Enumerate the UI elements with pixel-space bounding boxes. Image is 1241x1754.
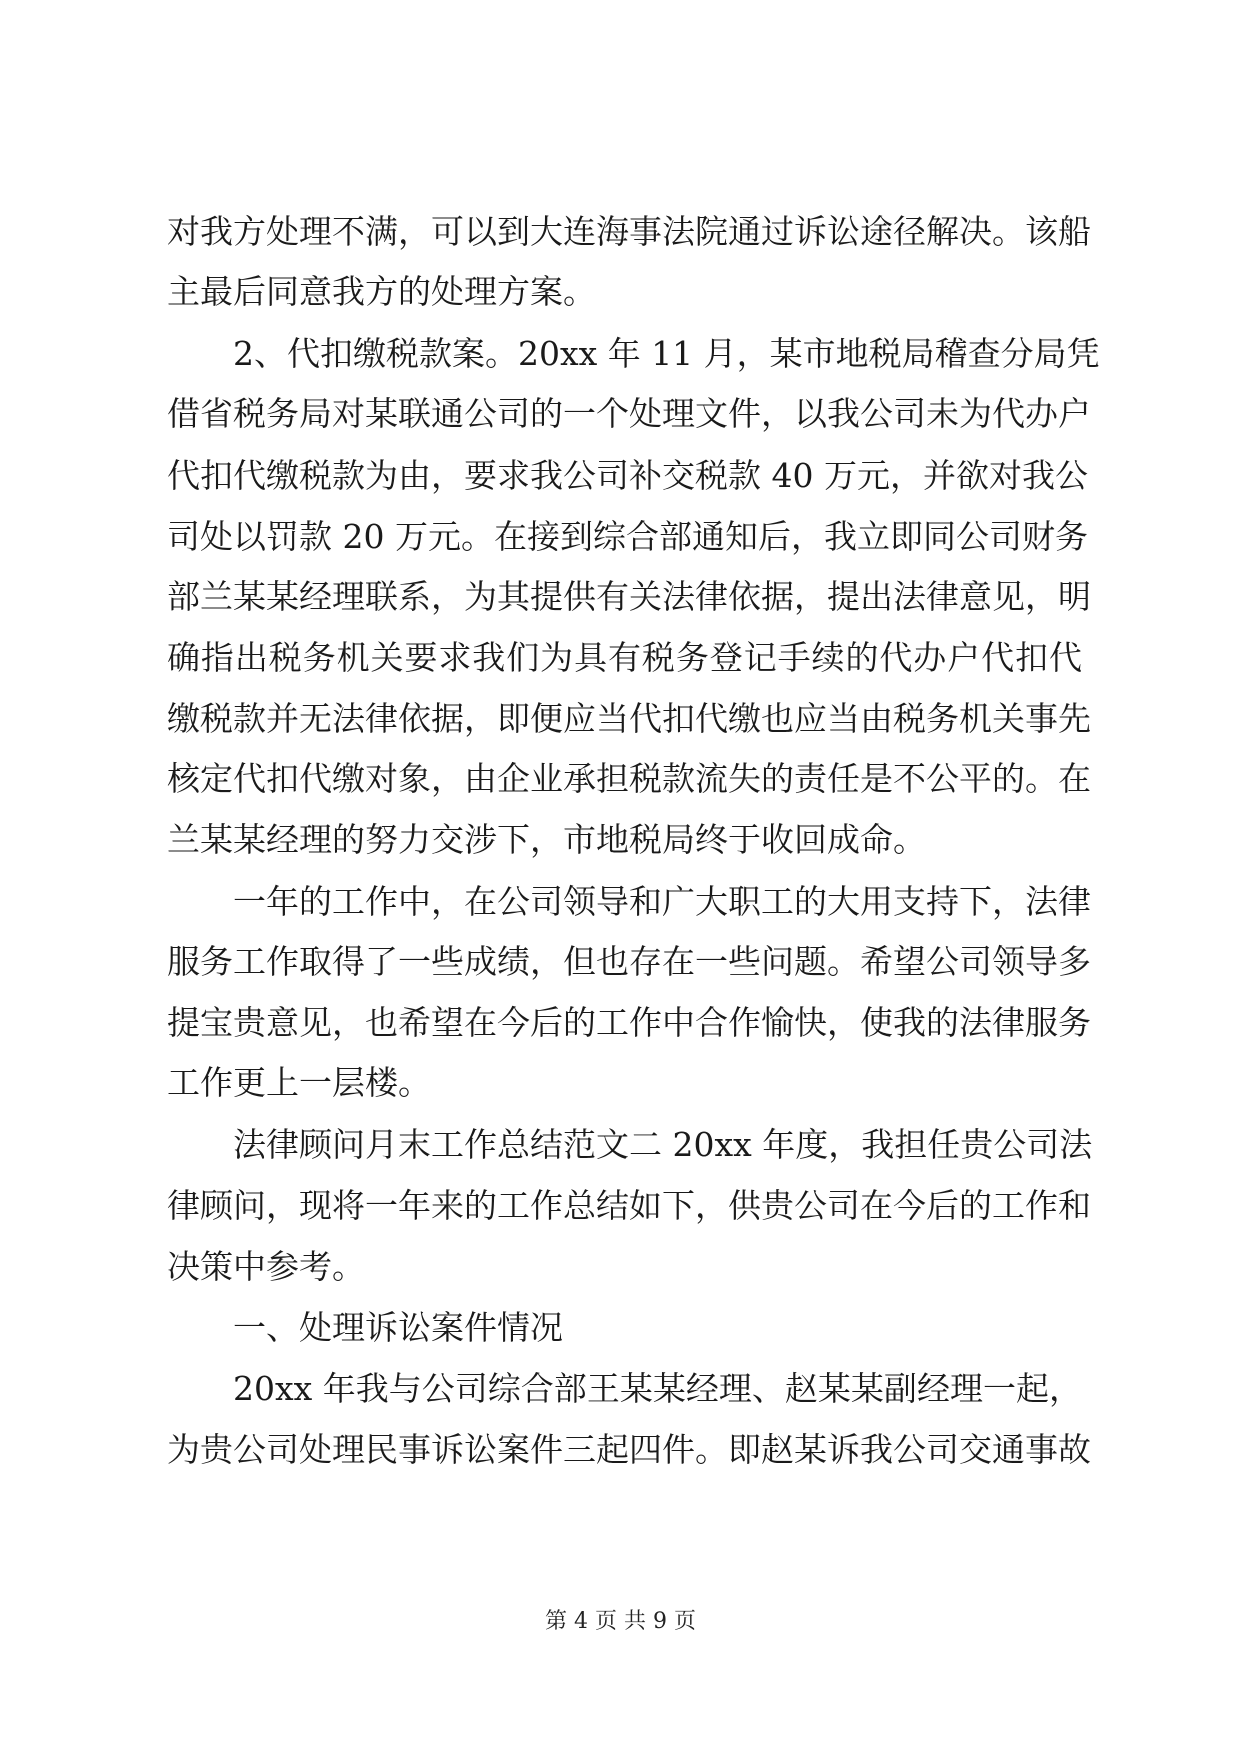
text-line: 决策中参考。: [167, 1247, 365, 1286]
text-line: 主最后同意我方的处理方案。: [167, 272, 596, 311]
text-line: 核定代扣代缴对象，由企业承担税款流失的责任是不公平的。在: [167, 759, 1091, 798]
text-line: 兰某某经理的努力交涉下，市地税局终于收回成命。: [167, 820, 926, 859]
text-line: 工作更上一层楼。: [167, 1063, 431, 1102]
text-line: 服务工作取得了一些成绩，但也存在一些问题。希望公司领导多: [167, 942, 1091, 981]
section-heading: 一、处理诉讼案件情况: [233, 1308, 563, 1347]
paragraph-start-line: 法律顾问月末工作总结范文二 20xx 年度，我担任贵公司法: [233, 1125, 1093, 1164]
text-line: 部兰某某经理联系，为其提供有关法律依据，提出法律意见，明: [167, 577, 1091, 616]
page-footer: 第 4 页 共 9 页: [545, 1609, 696, 1634]
text-line: 缴税款并无法律依据，即便应当代扣代缴也应当由税务机关事先: [167, 699, 1091, 738]
text-line: 提宝贵意见，也希望在今后的工作中合作愉快，使我的法律服务: [167, 1003, 1091, 1042]
text-line: 确指出税务机关要求我们为具有税务登记手续的代办户代扣代: [167, 638, 1082, 677]
text-line: 对我方处理不满，可以到大连海事法院通过诉讼途径解决。该船: [167, 212, 1091, 251]
text-line: 律顾问，现将一年来的工作总结如下，供贵公司在今后的工作和: [167, 1186, 1091, 1225]
text-line: 借省税务局对某联通公司的一个处理文件，以我公司未为代办户: [167, 394, 1091, 433]
paragraph-start-line: 2、代扣缴税款案。20xx 年 11 月，某市地税局稽查分局凭: [233, 334, 1100, 373]
paragraph-start-line: 一年的工作中，在公司领导和广大职工的大用支持下，法律: [233, 882, 1091, 921]
text-line: 司处以罚款 20 万元。在接到综合部通知后，我立即同公司财务: [167, 517, 1088, 556]
text-line: 为贵公司处理民事诉讼案件三起四件。即赵某诉我公司交通事故: [167, 1430, 1091, 1469]
text-line: 代扣代缴税款为由，要求我公司补交税款 40 万元，并欲对我公: [167, 456, 1088, 495]
paragraph-start-line: 20xx 年我与公司综合部王某某经理、赵某某副经理一起，: [233, 1369, 1082, 1408]
